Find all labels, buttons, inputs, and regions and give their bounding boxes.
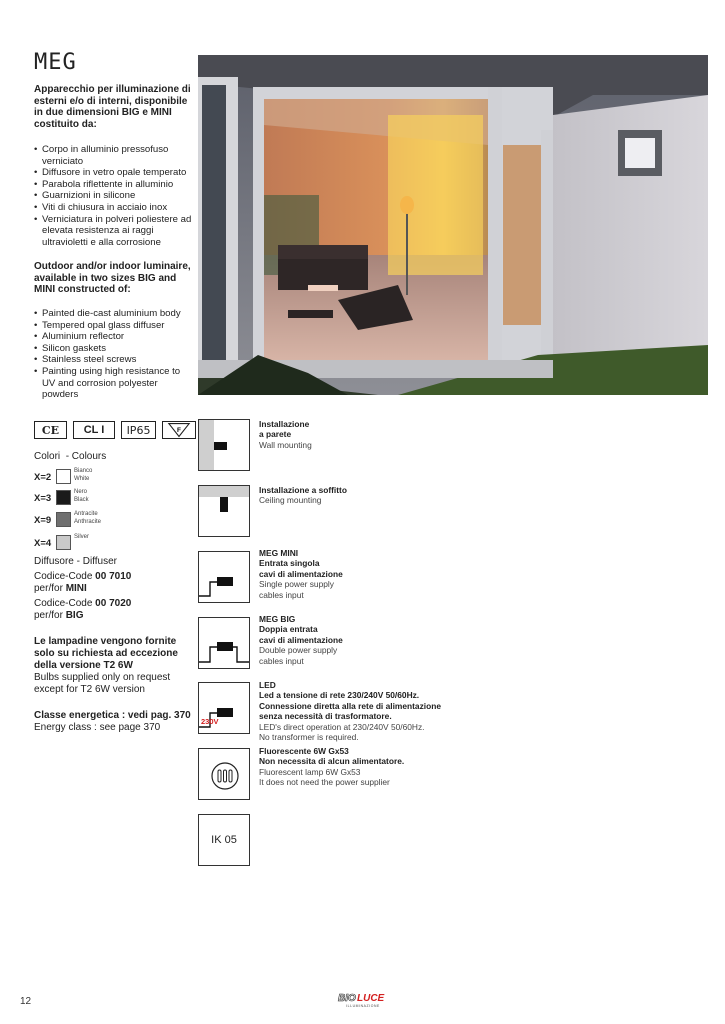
desc-bold-line: cavi di alimentazione [259, 634, 343, 645]
brand-logo [336, 991, 390, 1009]
features-english-list [34, 308, 194, 401]
color-swatch [56, 490, 71, 505]
diffuser-heading [34, 556, 117, 568]
voltage-badge: 230V [201, 717, 219, 726]
led-230v-icon [198, 682, 250, 734]
product-title: MEG [34, 50, 77, 75]
class-one-badge: CL I [73, 421, 115, 439]
energy-class-it: Classe energetica : vedi pag. 370 [34, 710, 191, 721]
list-item: • Viti di chiusura in acciaio inox [34, 202, 194, 214]
double-cable-desc [259, 614, 459, 666]
colors-heading-en: - Colours [65, 451, 107, 462]
page-number: 12 [20, 996, 32, 1007]
f-mark-icon [162, 421, 196, 439]
color-names [74, 467, 92, 483]
desc-bold-line: Connessione diretta alla rete di alimentazione [259, 700, 441, 711]
bulbs-note-it: Le lampadine vengono fornite solo su richiesta ad eccezione della versione T2 6W [34, 636, 178, 671]
desc-bold-line: Led a tensione di rete 230/240V 50/60Hz. [259, 690, 420, 701]
code-number: 00 7020 [95, 598, 132, 609]
color-names [74, 488, 89, 504]
product-photo [198, 55, 708, 395]
color-swatch [56, 512, 71, 527]
color-option-silver [34, 533, 89, 550]
svg-text:BIO: BIO [338, 993, 356, 1004]
ceiling-mount-desc [259, 485, 459, 506]
desc-bold-line: Installazione a soffitto [259, 485, 347, 495]
list-item: • Guarnizioni in silicone [34, 190, 194, 202]
desc-bold-line: MEG MINI [259, 548, 299, 558]
color-code: X=2 [34, 472, 52, 483]
desc-bold-line: MEG BIG [259, 614, 296, 624]
code-label-it: Codice [34, 571, 66, 582]
colors-heading [34, 451, 106, 462]
desc-line: Wall mounting [259, 439, 312, 450]
color-name-it: Silver [74, 534, 90, 540]
color-option-anthracite [34, 510, 101, 527]
code-size: BIG [65, 610, 84, 621]
code-label-it: Codice [34, 598, 66, 609]
f-triangle-icon [167, 422, 191, 438]
color-swatch [56, 535, 71, 550]
desc-line: Single power supply [259, 579, 334, 590]
desc-line: LED's direct operation at 230/240V 50/60Hz. [259, 721, 425, 732]
list-item: • Painting using high resistance to UV and corrosion polyester powders [34, 366, 194, 401]
desc-bold-line: a parete [259, 429, 292, 440]
energy-class-en: Energy class : see page 370 [34, 722, 161, 733]
ce-mark-icon: CE [34, 421, 67, 439]
color-option-black [34, 488, 89, 505]
wall-mount-icon [198, 419, 250, 471]
svg-text:LUCE: LUCE [357, 993, 385, 1004]
color-name-en: White [74, 476, 90, 482]
intro-english: Outdoor and/or indoor luminaire, available in two sizes BIG and MINI constructed of: [34, 261, 191, 296]
ceiling-mount-icon [198, 485, 250, 537]
diffuser-en: - Diffuser [76, 556, 118, 567]
code-mini [34, 571, 131, 595]
code-size: MINI [65, 583, 87, 594]
list-item: • Parabola riflettente in alluminio [34, 179, 194, 191]
list-item: • Silicon gaskets [34, 343, 194, 355]
color-names [74, 533, 89, 541]
desc-line: Ceiling mounting [259, 495, 322, 506]
ip-rating-badge: IP65 [121, 421, 156, 439]
desc-bold-line: Fluorescente 6W Gx53 [259, 746, 349, 756]
color-code: X=4 [34, 538, 52, 549]
color-name-en: Black [74, 497, 89, 503]
desc-bold-line: Non necessita di alcun alimentatore. [259, 756, 405, 767]
desc-bold-line: senza necessità di trasformatore. [259, 711, 392, 722]
desc-bold-line: Entrata singola [259, 558, 320, 569]
colors-heading-it: Colori [34, 451, 61, 462]
list-item: • Stainless steel screws [34, 354, 194, 366]
list-item: • Corpo in alluminio pressofuso verniciato [34, 144, 194, 167]
double-cable-icon [198, 617, 250, 669]
desc-line: cables input [259, 589, 304, 600]
fluorescent-lamp-icon [198, 748, 250, 800]
list-item: • Diffusore in vetro opale temperato [34, 167, 194, 179]
code-per: per/for [34, 610, 63, 621]
wall-mount-desc [259, 419, 459, 450]
svg-text:ILLUMINAZIONE: ILLUMINAZIONE [346, 1004, 380, 1008]
desc-line: It does not need the power supplier [259, 777, 390, 788]
certification-marks [34, 421, 196, 439]
diffuser-it: Diffusore [34, 556, 74, 567]
list-item: • Tempered opal glass diffuser [34, 320, 194, 332]
code-per: per/for [34, 583, 63, 594]
list-item: • Aluminium reflector [34, 331, 194, 343]
desc-line: cables input [259, 655, 304, 666]
desc-line: No transformer is required. [259, 732, 359, 743]
code-label-en: -Code [65, 571, 93, 582]
color-swatch [56, 469, 71, 484]
fluorescent-desc [259, 746, 459, 788]
f-mark-letter: F [177, 426, 181, 434]
color-code: X=3 [34, 493, 52, 504]
single-cable-icon [198, 551, 250, 603]
list-item: • Verniciatura in polveri poliestere ad elevata resistenza ai raggi ultravioletti e alla corrosione [34, 214, 194, 249]
led-desc [259, 680, 459, 742]
code-number: 00 7010 [95, 571, 132, 582]
desc-bold-line: cavi di alimentazione [259, 568, 343, 579]
color-names [74, 510, 101, 526]
list-item: • Painted die-cast aluminium body [34, 308, 194, 320]
color-name-it: Nero [74, 489, 88, 495]
color-name-it: Bianco [74, 468, 93, 474]
color-name-en: Anthracite [74, 519, 102, 525]
color-code: X=9 [34, 515, 52, 526]
desc-line: Double power supply [259, 645, 338, 656]
features-italian-list [34, 144, 194, 248]
color-option-white [34, 467, 92, 484]
desc-bold-line: Installazione [259, 419, 310, 429]
bulbs-note-en: Bulbs supplied only on request except for T2 6W version [34, 672, 171, 695]
color-name-it: Antracite [74, 511, 98, 517]
desc-line: Fluorescent lamp 6W Gx53 [259, 766, 361, 777]
code-big [34, 598, 131, 622]
intro-italian: Apparecchio per illuminazione di esterni e/o di interni, disponibile in due dimensioni BIG e MINI costituito da: [34, 84, 191, 130]
code-label-en: -Code [65, 598, 93, 609]
single-cable-desc [259, 548, 459, 600]
desc-bold-line: LED [259, 680, 276, 690]
desc-bold-line: Doppia entrata [259, 624, 318, 635]
ik-rating-icon: IK 05 [198, 814, 250, 866]
